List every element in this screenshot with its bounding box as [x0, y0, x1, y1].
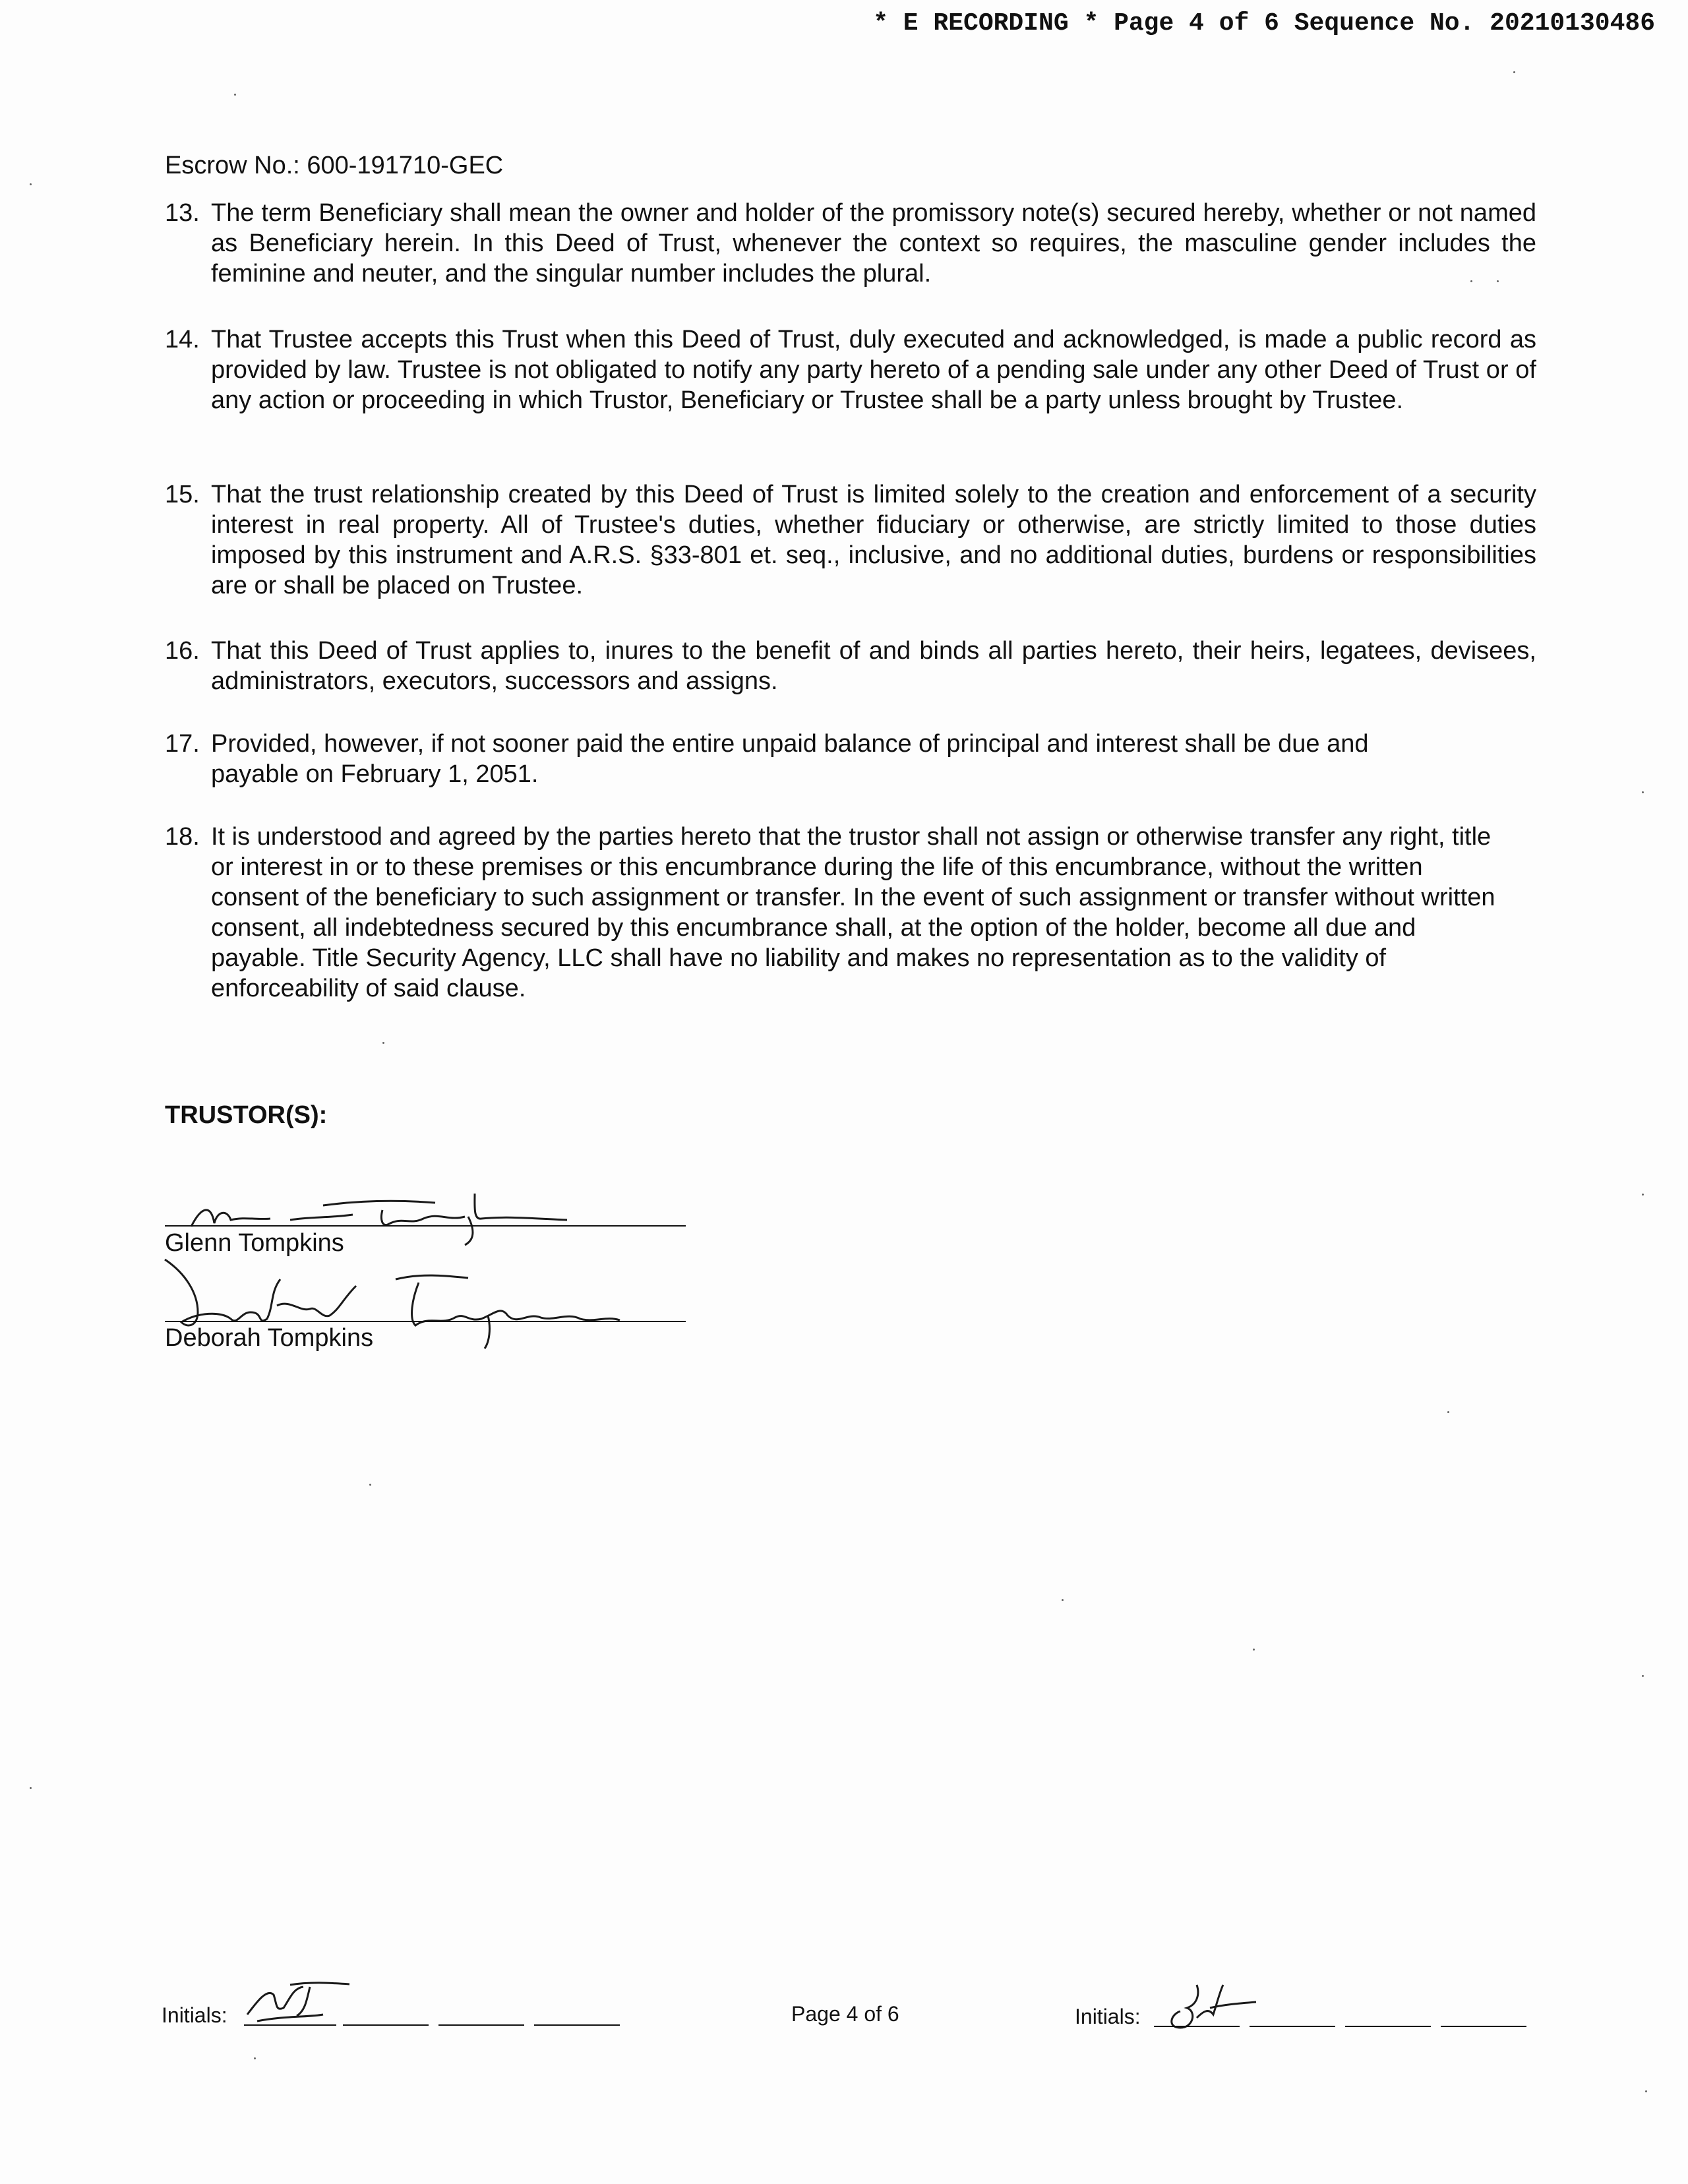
clause-text: That the trust relationship created by this Deed of Trust is limited solely to the creation and enforcement of a security interest in real property. All of Trustee's duties, whether fiduciary or otherwise, are strictly limited to those duties imposed by this instrument and A.R.S. §33-801 et. seq., inclusive, and no additional duties, burdens or responsibilities are or shall be placed on Trustee. — [211, 481, 1536, 599]
clause-18 — [165, 822, 1510, 1004]
scan-speck — [254, 2057, 256, 2059]
initials-blank[interactable] — [1250, 2026, 1335, 2027]
scan-speck — [1253, 1649, 1255, 1651]
clause-text: That this Deed of Trust applies to, inures to the benefit of and binds all parties hereto, their heirs, legatees, devisees, administrators, executors, successors and assigns. — [211, 637, 1536, 695]
escrow-number: Escrow No.: 600-191710-GEC — [165, 152, 504, 179]
clause-number: 16. — [165, 637, 200, 665]
signer-name: Glenn Tompkins — [165, 1229, 344, 1257]
scan-speck — [1470, 280, 1472, 282]
page-number: Page 4 of 6 — [791, 2002, 899, 2026]
clause-number: 14. — [165, 326, 200, 353]
scan-speck — [1642, 1675, 1644, 1677]
scan-speck — [1497, 280, 1499, 282]
signature-line — [165, 1225, 686, 1227]
initials-scribble-left — [244, 1975, 376, 2028]
clause-16 — [165, 636, 1536, 696]
scan-speck — [30, 1787, 32, 1789]
scan-speck — [1513, 71, 1515, 73]
scan-speck — [1642, 791, 1644, 793]
signer-name: Deborah Tompkins — [165, 1324, 374, 1352]
clause-number: 13. — [165, 199, 200, 227]
trustors-heading: TRUSTOR(S): — [165, 1101, 328, 1129]
scan-speck — [1447, 1411, 1449, 1413]
initials-blank[interactable] — [1441, 2026, 1526, 2027]
initials-label-right: Initials: — [1075, 2005, 1141, 2028]
initials-label-left: Initials: — [162, 2003, 227, 2027]
clause-number: 17. — [165, 730, 200, 758]
initials-blank[interactable] — [534, 2024, 620, 2026]
clause-17 — [165, 729, 1418, 789]
clause-14 — [165, 324, 1536, 415]
initials-blank[interactable] — [1345, 2026, 1431, 2027]
initials-blank[interactable] — [244, 2024, 336, 2026]
signature-line — [165, 1321, 686, 1322]
initials-blank[interactable] — [438, 2024, 524, 2026]
scan-speck — [30, 183, 32, 185]
clause-text: Provided, however, if not sooner paid the entire unpaid balance of principal and interest shall be due and payable on February 1, 2051. — [211, 730, 1369, 788]
clause-number: 15. — [165, 481, 200, 508]
initials-blank[interactable] — [1154, 2026, 1240, 2027]
scan-speck — [369, 1484, 371, 1486]
scan-speck — [1642, 1194, 1644, 1196]
scan-speck — [382, 1042, 384, 1044]
scan-speck — [1645, 2090, 1647, 2092]
scan-speck — [1062, 1599, 1064, 1601]
recording-stamp: * E RECORDING * Page 4 of 6 Sequence No. 20210130486 — [873, 9, 1655, 38]
clause-text: That Trustee accepts this Trust when this Deed of Trust, duly executed and acknowledged, is made a public record as provided by law. Trustee is not obligated to notify any party hereto of a pending sale under any other Deed of Trust or of any action or proceeding in which Trustor, Beneficiary or Trustee shall be a party unless brought by Trustee. — [211, 326, 1536, 414]
clause-text: It is understood and agreed by the parties hereto that the trustor shall not assign or otherwise transfer any right, title or interest in or to these premises or this encumbrance during the life of this encumbrance, without the written consent of the beneficiary to such assignment or transfer. In the event of such assignment or transfer without written consent, all indebtedness secured by this encumbrance shall, at the option of the holder, become all due and payable. Title Security Agency, LLC shall have no liability and makes no representation as to the validity of enforceability of said clause. — [211, 823, 1495, 1002]
scan-speck — [234, 94, 236, 96]
clause-13 — [165, 198, 1536, 289]
clause-text: The term Beneficiary shall mean the owner and holder of the promissory note(s) secured hereby, whether or not named as Beneficiary herein. In this Deed of Trust, whenever the context so requires, the masculine gender includes the feminine and neuter, and the singular number includes the plural. — [211, 199, 1536, 288]
initials-scribble-right — [1157, 1978, 1263, 2031]
clause-number: 18. — [165, 823, 200, 851]
initials-blank[interactable] — [343, 2024, 429, 2026]
clause-15 — [165, 479, 1536, 601]
